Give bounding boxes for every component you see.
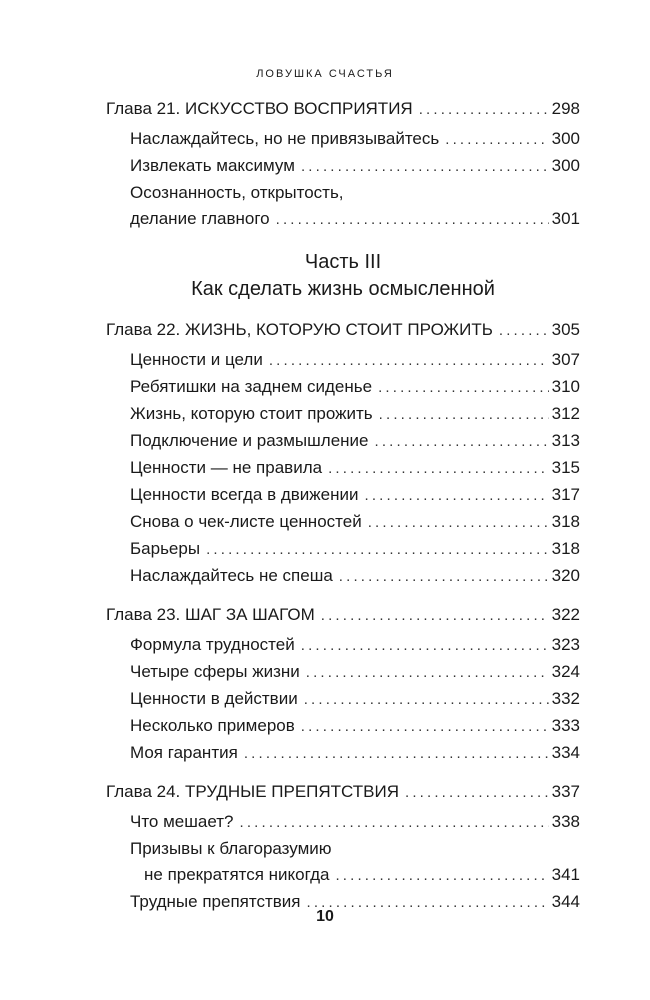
- dot-leader: [328, 458, 549, 480]
- toc-item[interactable]: [106, 430, 580, 457]
- dot-leader: [405, 782, 549, 804]
- toc-item-title: Барьеры: [130, 539, 201, 558]
- toc-page-number: 315: [551, 458, 580, 477]
- dot-leader: [301, 635, 549, 657]
- toc-item-title: Наслаждайтесь не спеша: [130, 566, 333, 585]
- toc-chapter-23[interactable]: [106, 604, 580, 634]
- toc-page-number: 320: [551, 566, 580, 585]
- toc-item-title: Ценности — не правила: [130, 458, 323, 477]
- toc-chapter-21[interactable]: [106, 98, 580, 128]
- toc-item-title: Четыре сферы жизни: [130, 662, 300, 681]
- toc-item[interactable]: [106, 538, 580, 565]
- toc-item-title: Ценности и цели: [130, 350, 263, 369]
- toc-item-title: Наслаждайтесь, но не привязывайтесь: [130, 129, 440, 148]
- toc-page-number: 310: [551, 377, 580, 396]
- toc-page-number: 298: [551, 99, 580, 118]
- toc-page-number: 317: [551, 485, 580, 504]
- toc-page-number: 322: [551, 605, 580, 624]
- toc-item-title: Жизнь, которую стоит прожить: [130, 404, 373, 423]
- toc-item-title: Формула трудностей: [130, 635, 295, 654]
- toc-page-number: 333: [551, 716, 580, 735]
- toc-page-number: 332: [551, 689, 580, 708]
- toc-chapter-22[interactable]: [106, 319, 580, 349]
- toc-page-number: 341: [551, 865, 580, 884]
- toc-item[interactable]: [106, 376, 580, 403]
- toc-page-number: 312: [551, 404, 580, 423]
- toc-item-title: Снова о чек-листе ценностей: [130, 512, 362, 531]
- toc-item[interactable]: [106, 403, 580, 430]
- part-heading: [106, 249, 580, 303]
- toc-item-title-line1: Осознанность, открытость,: [130, 183, 344, 202]
- toc-item[interactable]: [106, 634, 580, 661]
- toc-item[interactable]: [106, 511, 580, 538]
- toc-page-number: 313: [551, 431, 580, 450]
- toc-item[interactable]: [106, 715, 580, 742]
- toc-item-title-line1: Призывы к благоразумию: [130, 839, 332, 858]
- dot-leader: [306, 662, 549, 684]
- dot-leader: [335, 865, 548, 887]
- toc-page-number: 318: [551, 512, 580, 531]
- toc-item-title: Что мешает?: [130, 812, 234, 831]
- running-head: ЛОВУШКА СЧАСТЬЯ: [256, 68, 394, 80]
- toc-page-number: 323: [551, 635, 580, 654]
- toc-page-number: 338: [551, 812, 580, 831]
- page-number: 10: [316, 908, 334, 925]
- toc-item-title-line2: делание главного: [130, 209, 270, 228]
- toc-page-number: 334: [551, 743, 580, 762]
- dot-leader: [276, 209, 549, 231]
- toc-page-number: 337: [551, 782, 580, 801]
- dot-leader: [368, 512, 549, 534]
- dot-leader: [321, 605, 549, 627]
- toc-page-number: 300: [551, 156, 580, 175]
- dot-leader: [244, 743, 549, 765]
- toc-item[interactable]: [106, 349, 580, 376]
- toc-item[interactable]: [106, 688, 580, 715]
- toc-item-line2: [130, 864, 580, 891]
- dot-leader: [419, 99, 549, 121]
- toc-item-title: Ребятишки на заднем сиденье: [130, 377, 373, 396]
- toc-item-title: Подключение и размышление: [130, 431, 369, 450]
- toc-chapter-title: Глава 23. ШАГ ЗА ШАГОМ: [106, 605, 315, 624]
- toc-item-multiline[interactable]: [106, 838, 580, 891]
- toc-page-number: 307: [551, 350, 580, 369]
- toc-item-title: Ценности всегда в движении: [130, 485, 359, 504]
- dot-leader: [339, 566, 549, 588]
- part-title: Как сделать жизнь осмысленной: [191, 278, 495, 300]
- toc-item[interactable]: [106, 457, 580, 484]
- dot-leader: [301, 156, 549, 178]
- dot-leader: [239, 812, 548, 834]
- toc-page-number: 318: [551, 539, 580, 558]
- toc-item[interactable]: [106, 128, 580, 155]
- toc-item-title: Извлекать максимум: [130, 156, 295, 175]
- toc-item-title: Несколько примеров: [130, 716, 295, 735]
- dot-leader: [375, 431, 549, 453]
- toc-page-number: 305: [551, 320, 580, 339]
- toc-chapter-title: Глава 22. ЖИЗНЬ, КОТОРУЮ СТОИТ ПРОЖИТЬ: [106, 320, 493, 339]
- toc-item-multiline[interactable]: [106, 182, 580, 235]
- toc-page-number: 344: [551, 892, 580, 911]
- toc-item-title: Ценности в действии: [130, 689, 298, 708]
- dot-leader: [378, 377, 549, 399]
- dot-leader: [206, 539, 549, 561]
- toc-chapter-24[interactable]: [106, 781, 580, 811]
- toc-item[interactable]: [106, 811, 580, 838]
- dot-leader: [445, 129, 548, 151]
- part-number: Часть III: [304, 251, 382, 273]
- table-of-contents: [106, 98, 580, 918]
- toc-item[interactable]: [106, 484, 580, 511]
- toc-page-number: 301: [551, 209, 580, 228]
- toc-chapter-title: Глава 24. ТРУДНЫЕ ПРЕПЯТСТВИЯ: [106, 782, 399, 801]
- dot-leader: [304, 689, 549, 711]
- toc-chapter-title: Глава 21. ИСКУССТВО ВОСПРИЯТИЯ: [106, 99, 413, 118]
- dot-leader: [269, 350, 549, 372]
- toc-item[interactable]: [106, 155, 580, 182]
- toc-item-title: Трудные препятствия: [130, 892, 301, 911]
- dot-leader: [499, 320, 549, 342]
- toc-page-number: 300: [551, 129, 580, 148]
- toc-item[interactable]: [106, 742, 580, 769]
- toc-item-line2: [130, 208, 580, 235]
- toc-item[interactable]: [106, 565, 580, 592]
- dot-leader: [301, 716, 549, 738]
- dot-leader: [365, 485, 549, 507]
- toc-item-title-line2: не прекратятся никогда: [144, 865, 330, 884]
- toc-page-number: 324: [551, 662, 580, 681]
- toc-item-title: Моя гарантия: [130, 743, 238, 762]
- toc-item[interactable]: [106, 661, 580, 688]
- dot-leader: [379, 404, 549, 426]
